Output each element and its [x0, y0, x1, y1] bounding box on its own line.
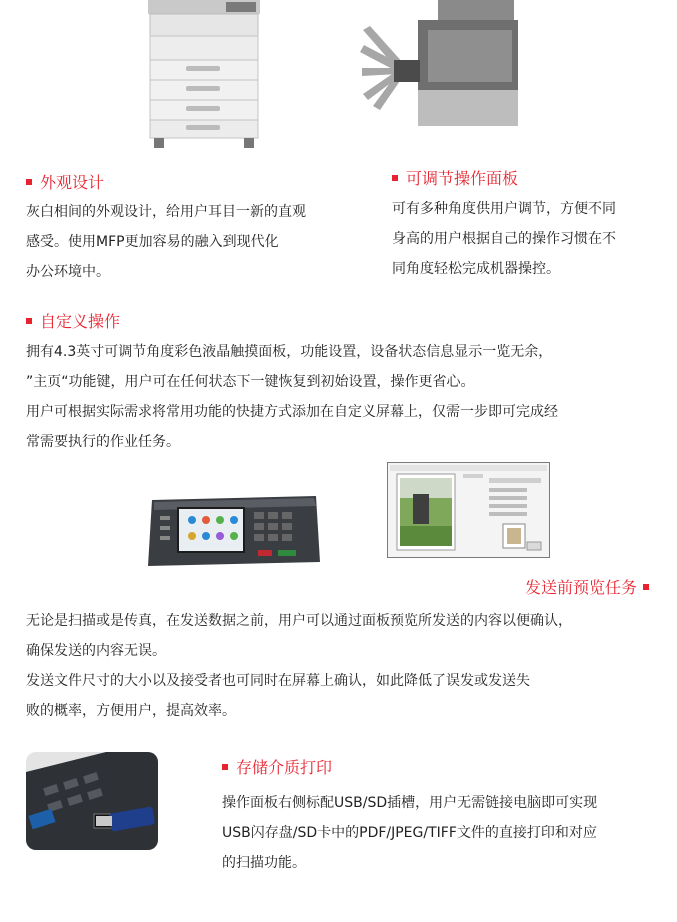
control-panel-image [146, 492, 322, 570]
section-text-storage: 操作面板右侧标配USB/SD插槽，用户无需链接电脑即可实现 USB闪存盘/SD卡中的PDF/JPEG/TIFF文件的直接打印和对应 的扫描功能。 [222, 795, 598, 871]
printer-front-image [140, 0, 268, 150]
bullet-square-icon [26, 179, 32, 185]
section-text-panel: 可有多种角度供用户调节，方便不同 身高的用户根据自己的操作习惯在不 同角度轻松完成机器操控。 [392, 201, 616, 277]
section-text-appearance: 灰白相间的外观设计，给用户耳目一新的直观 感受。使用MFP更加容易的融入到现代化 办公环境中。 [26, 204, 306, 280]
section-title-storage: 存储介质打印 [222, 758, 332, 778]
section-title-preview: 发送前预览任务 [525, 578, 649, 598]
section-title-panel: 可调节操作面板 [392, 169, 518, 189]
bullet-square-icon [643, 584, 649, 590]
adjustable-panel-image [358, 0, 518, 130]
bullet-square-icon [392, 175, 398, 181]
preview-screen-image [387, 462, 550, 558]
bullet-square-icon [26, 318, 32, 324]
usb-slot-image [26, 752, 158, 850]
section-title-appearance: 外观设计 [26, 173, 104, 193]
section-text-preview: 无论是扫描或是传真，在发送数据之前，用户可以通过面板预览所发送的内容以便确认， 确保发送的内容无误。 发送文件尺寸的大小以及接受者也可同时在屏幕上确认，如此降低了误发或发送失 败的概率，方便用户，提高效率。 [26, 613, 572, 719]
section-title-custom: 自定义操作 [26, 312, 120, 332]
section-text-custom: 拥有4.3英寸可调节角度彩色液晶触摸面板，功能设置，设备状态信息显示一览无余， ”主页“功能键，用户可在任何状态下一键恢复到初始设置，操作更省心。 用户可根据实际需求将常用功能的快捷方式添加在自定义屏幕上，仅需一步即可完成经 常需要执行的作业任务。 [26, 344, 558, 450]
bullet-square-icon [222, 764, 228, 770]
